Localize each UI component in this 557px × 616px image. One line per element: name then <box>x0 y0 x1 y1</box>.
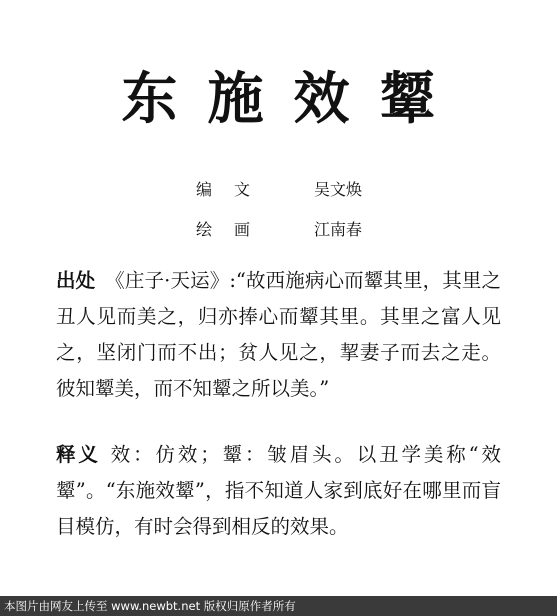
watermark-footer: 本图片由网友上传至 www.newbt.net 版权归原作者所有 <box>0 596 557 616</box>
credit-illustrator <box>196 220 362 240</box>
meaning-paragraph <box>56 437 501 545</box>
credit-writer <box>196 180 362 200</box>
page-title: 东施效颦 <box>121 66 466 132</box>
credit-name: 江南春 <box>314 220 363 239</box>
meaning-text: 效：仿效；颦：皱眉头。以丑学美称“效颦”。“东施效颦”，指不知道人家到底好在哪里而盲目模仿，有时会得到相反的效果。 <box>56 443 501 538</box>
meaning-label: 释义 <box>56 443 101 466</box>
credit-role: 编文 <box>196 180 273 199</box>
credit-name: 吴文焕 <box>314 180 363 199</box>
source-paragraph <box>56 263 501 407</box>
credit-role: 绘画 <box>196 220 273 239</box>
source-text: 《庄子·天运》:“故西施病心而颦其里，其里之丑人见而美之，归亦捧心而颦其里。其里之富人见之，坚闭门而不出；贫人见之，挈妻子而去之走。彼知颦美，而不知颦之所以美。” <box>56 269 501 400</box>
source-label: 出处 <box>56 269 96 292</box>
